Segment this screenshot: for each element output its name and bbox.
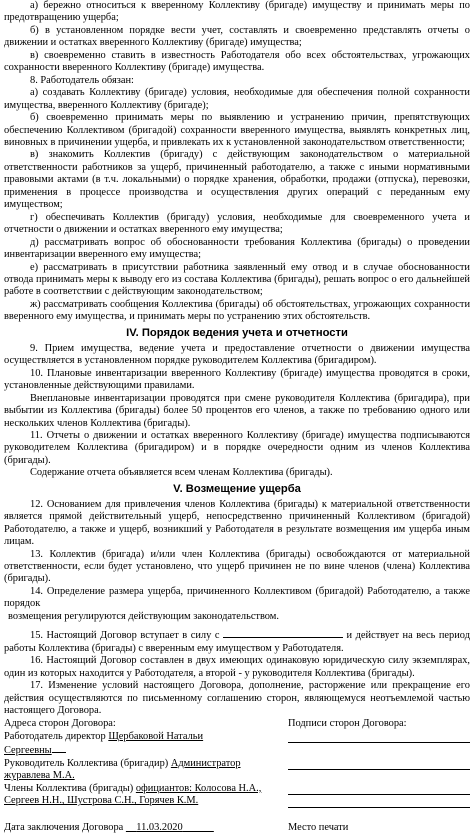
paragraph: а) бережно относиться к вверенному Коллективу (бригаде) имуществу и принимать меры по предотвращению ущерба; bbox=[4, 0, 470, 24]
addresses-title: Адреса сторон Договора: bbox=[4, 718, 116, 730]
contract-date: Дата заключения Договора 11.03.2020 bbox=[4, 821, 183, 833]
members-line: Члены Коллектива (бригады) официантов: Колосова Н.А., bbox=[4, 782, 262, 794]
paragraph: 17. Изменение условий настоящего Договора, дополнение, расторжение или прекращение его действия осуществляются по письменному соглашению сторон, являющемуся неотъемлемой частью настоящего Договора. bbox=[4, 680, 470, 717]
paragraph: б) в установленном порядке вести учет, составлять и своевременно представлять отчеты о движении и остатках вверенного Коллективу (бригаде) имущества; bbox=[4, 24, 470, 49]
paragraph: Внеплановые инвентаризации проводятся при смене руководителя Коллектива (бригадира), при выбытии из Коллектива (бригады) более 50 процентов его членов, а также по требованию одного или нескольких членов Коллектива (бригады). bbox=[4, 392, 470, 429]
paragraph: г) обеспечивать Коллектив (бригаду) условия, необходимые для своевременного учета и отчетности о движении и остатках вверенного ему имущества; bbox=[4, 211, 470, 236]
paragraph: е) рассматривать в присутствии работника заявленный ему отвод и в случае обоснованности отвода принимать меры к выводу его из состава Коллектива (бригады), решать вопрос о его дальнейшей работе в соответствии с действующим законодательством; bbox=[4, 261, 470, 298]
paragraph: б) своевременно принимать меры по выявлению и устранению причин, препятствующих обеспечению Коллективом (бригадой) сохранности вверенного имущества, выявлять конкретных лиц, виновных в причинении ущерба, и привлекать их к установленной законодательством ответственности; bbox=[4, 112, 470, 148]
employer-signature-line bbox=[288, 731, 470, 743]
employer-line: Работодатель директор Щербаковой Натальи bbox=[4, 730, 204, 742]
effective-date-blank bbox=[223, 628, 343, 638]
paragraph: д) рассматривать вопрос об обоснованности требования Коллектива (бригады) о проведении инвентаризации вверенного ему имущества; bbox=[4, 236, 470, 261]
paragraph: 16. Настоящий Договор составлен в двух имеющих одинаковую юридическую силу экземплярах, один из которых находится у Работодателя, а второй - у руководителя Коллектива (бригады). bbox=[4, 655, 470, 679]
section-5-heading: V. Возмещение ущерба bbox=[173, 482, 301, 495]
paragraph: а) создавать Коллективу (бригаде) условия, необходимые для обеспечения полной сохранности имущества, вверенного Коллективу (бригаде); bbox=[4, 87, 470, 111]
section-duties bbox=[4, 0, 470, 324]
leader-signature-line bbox=[288, 758, 470, 770]
section-damages bbox=[4, 499, 470, 624]
paragraph: 13. Коллектив (бригада) и/или член Коллектива (бригады) освобождаются от материальной ответственности, если будет установлено, что ущерб причинен не по вине членов (члена) Коллектива (бригады). bbox=[4, 548, 470, 585]
paragraph: в) знакомить Коллектив (бригаду) с действующим законодательством о материальной ответственности работников за ущерб, причиненный работодателю, а также с иными нормативными правовыми актами (в т.ч. локальными) о порядке хранения, обработки, продажи (отпуска), перевозки, применения в процессе производства и осуществления других операций с переданным ему имуществом; bbox=[4, 149, 470, 211]
paragraph: 9. Прием имущества, ведение учета и предоставление отчетности о движении имущества осуществляется в установленном порядке руководителем Коллектива (бригадиром). bbox=[4, 342, 470, 367]
paragraph-15: 15. Настоящий Договор вступает в силу с и действует на весь период работы Коллектива (бригады) с вверенным ему имуществом у Работодателя. bbox=[4, 630, 470, 654]
stamp-place: Место печати bbox=[288, 821, 349, 833]
section-final bbox=[4, 655, 470, 717]
leader-line: Руководитель Коллектива (бригадир) Администратор bbox=[4, 757, 241, 769]
paragraph: Содержание отчета объявляется всем членам Коллектива (бригады). bbox=[30, 467, 333, 479]
paragraph: 10. Плановые инвентаризации вверенного Коллективу (бригаде) имущества проводятся в сроки, установленные действующими правилами. bbox=[4, 367, 470, 392]
section-accounting bbox=[4, 343, 470, 480]
paragraph: в) своевременно ставить в известность Работодателя обо всех обстоятельствах, угрожающих сохранности вверенного Коллективу (бригаде) имущества. bbox=[4, 49, 470, 74]
paragraph: 8. Работодатель обязан: bbox=[30, 74, 134, 86]
paragraph: возмещения регулируются действующим законодательством. bbox=[8, 610, 279, 622]
extra-signature-line bbox=[288, 796, 470, 808]
members-names-cont: Сергеев Н.Н., Шустрова С.Н., Горячев К.М. bbox=[4, 795, 199, 807]
paragraph: 12. Основанием для привлечения членов Коллектива (бригады) к материальной ответственности является прямой действительный ущерб, непосредственно причиненный Коллективом (бригадой) Работодателю, а также и ущерб, возникший у Работодателя в результате возмещения им ущерба иным лицам. bbox=[4, 498, 470, 548]
paragraph: ж) рассматривать сообщения Коллектива (бригады) об обстоятельствах, угрожающих сохранности вверенного ему имущества, и принимать меры по устранению этих обстоятельств. bbox=[4, 298, 470, 323]
employer-name-cont: Сергеевны bbox=[4, 745, 52, 757]
leader-name-cont: журавлева М.А. bbox=[4, 770, 75, 782]
signatures-title: Подписи сторон Договора: bbox=[288, 718, 407, 730]
section-4-heading: IV. Порядок ведения учета и отчетности bbox=[126, 326, 348, 339]
footer-row bbox=[4, 822, 470, 834]
paragraph: 11. Отчеты о движении и остатках вверенного Коллективу (бригаде) имущества подписываются руководителем Коллектива (бригадиром) и в порядке очередности одним из членов Коллектива (бригады). bbox=[4, 429, 470, 466]
members-signature-line bbox=[288, 783, 470, 795]
paragraph: 14. Определение размера ущерба, причиненного Коллективом (бригадой) Работодателю, а также порядок bbox=[4, 585, 470, 610]
signatures-block bbox=[4, 718, 470, 807]
